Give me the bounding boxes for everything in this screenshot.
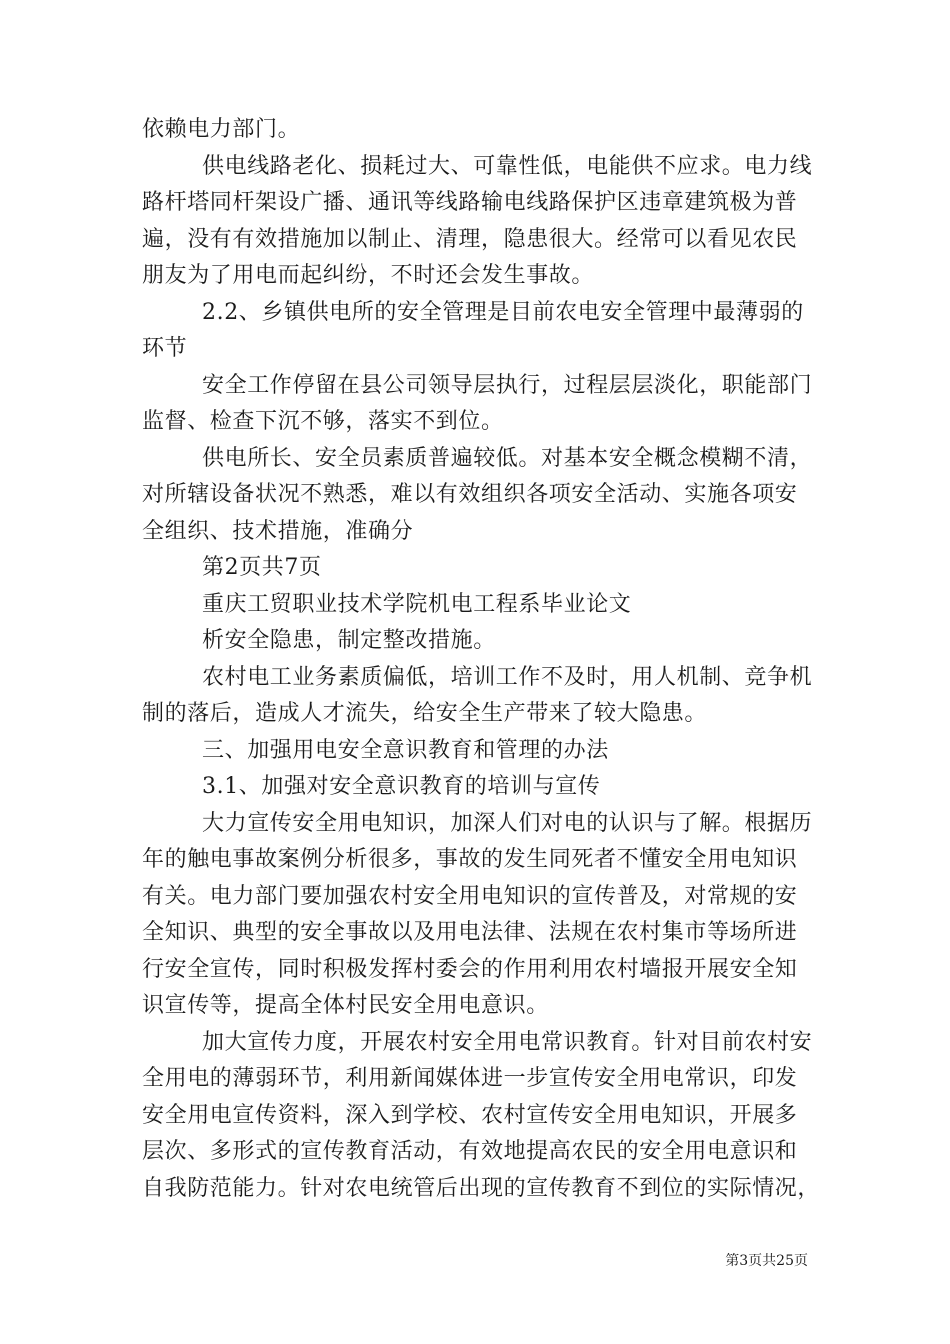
text-line: 3.1、加强对安全意识教育的培训与宣传 bbox=[202, 774, 601, 799]
document-body bbox=[142, 112, 822, 1207]
text-line: 识宣传等，提高全体村民安全用电意识。 bbox=[142, 993, 549, 1018]
text-line: 加大宣传力度，开展农村安全用电常识教育。针对目前农村安 bbox=[202, 1029, 813, 1055]
text-line: 行安全宣传，同时积极发挥村委会的作用利用农村墙报开展安全知 bbox=[142, 956, 798, 982]
text-line: 全知识、典型的安全事故以及用电法律、法规在农村集市等场所进 bbox=[142, 920, 798, 945]
text-line: 安全用电宣传资料，深入到学校、农村宣传安全用电知识，开展多 bbox=[142, 1102, 798, 1128]
page-number-label: 第3页共25页 bbox=[725, 1253, 808, 1269]
text-line: 自我防范能力。针对农电统管后出现的宣传教育不到位的实际情况， bbox=[142, 1175, 821, 1201]
text-line: 三、加强用电安全意识教育和管理的办法 bbox=[202, 737, 609, 763]
text-line: 有关。电力部门要加强农村安全用电知识的宣传普及，对常规的安 bbox=[142, 883, 798, 909]
text-line: 遍，没有有效措施加以制止、清理，隐患很大。经常可以看见农民 bbox=[142, 226, 798, 252]
text-line: 农村电工业务素质偏低，培训工作不及时，用人机制、竞争机 bbox=[202, 664, 813, 690]
text-line: 第2页共7页 bbox=[202, 555, 322, 580]
text-line: 路杆塔同杆架设广播、通讯等线路输电线路保护区违章建筑极为普 bbox=[142, 190, 798, 215]
page-footer bbox=[0, 1252, 808, 1270]
text-line: 依赖电力部门。 bbox=[142, 117, 301, 142]
text-line: 全组织、技术措施，准确分 bbox=[142, 518, 414, 544]
text-line: 重庆工贸职业技术学院机电工程系毕业论文 bbox=[202, 591, 632, 617]
text-line: 全用电的薄弱环节，利用新闻媒体进一步宣传安全用电常识，印发 bbox=[142, 1066, 798, 1091]
text-line: 朋友为了用电而起纠纷，不时还会发生事故。 bbox=[142, 263, 595, 288]
text-line: 析安全隐患，制定整改措施。 bbox=[202, 628, 496, 653]
text-line: 大力宣传安全用电知识，加深人们对电的认识与了解。根据历 bbox=[202, 810, 813, 836]
text-line: 供电所长、安全员素质普遍较低。对基本安全概念模糊不清， bbox=[202, 445, 813, 471]
text-line: 对所辖设备状况不熟悉，难以有效组织各项安全活动、实施各项安 bbox=[142, 482, 798, 507]
text-line: 监督、检查下沉不够，落实不到位。 bbox=[142, 409, 504, 434]
text-line: 环节 bbox=[142, 336, 188, 361]
text-line: 年的触电事故案例分析很多，事故的发生同死者不懂安全用电知识 bbox=[142, 847, 798, 872]
text-line: 安全工作停留在县公司领导层执行，过程层层淡化，职能部门 bbox=[202, 372, 813, 398]
text-line: 2.2、乡镇供电所的安全管理是目前农电安全管理中最薄弱的 bbox=[202, 299, 804, 325]
text-line: 层次、多形式的宣传教育活动，有效地提高农民的安全用电意识和 bbox=[142, 1139, 798, 1164]
text-line: 供电线路老化、损耗过大、可靠性低，电能供不应求。电力线 bbox=[202, 153, 813, 179]
text-line: 制的落后，造成人才流失，给安全生产带来了较大隐患。 bbox=[142, 701, 708, 726]
